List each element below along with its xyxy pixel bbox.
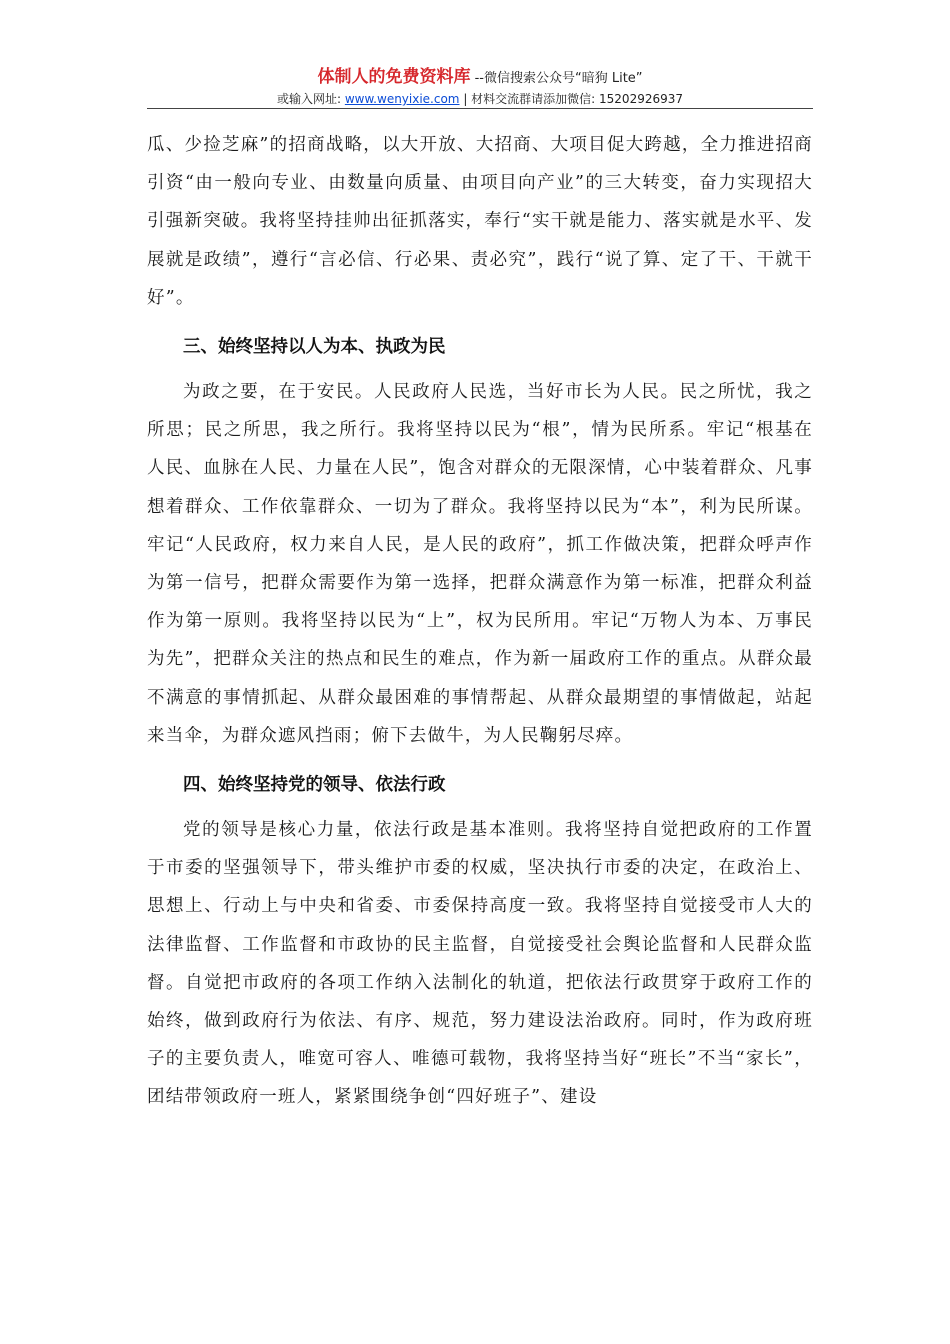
document-body xyxy=(147,126,813,1117)
website-link[interactable]: www.wenyixie.com xyxy=(344,92,460,106)
paragraph-rule-of-law: 党的领导是核心力量，依法行政是基本准则。我将坚持自觉把政府的工作置于市委的坚强领导下，带头维护市委的权威，坚决执行市委的决定，在政治上、思想上、行动上与中央和省委、市委保持高度一致。我将坚持自觉接受市人大的法律监督、工作监督和市政协的民主监督，自觉接受社会舆论监督和人民群众监督。自觉把市政府的各项工作纳入法制化的轨道，把依法行政贯穿于政府工作的始终，做到政府行为依法、有序、规范，努力建设法治政府。同时，作为政府班子的主要负责人，唯宽可容人、唯德可载物，我将坚持当好“班长”不当“家长”，团结带领政府一班人，紧紧围绕争创“四好班子”、建设 xyxy=(147,820,813,1108)
page-header xyxy=(147,66,813,108)
paragraph-people-first: 为政之要，在于安民。人民政府人民选，当好市长为人民。民之所忧，我之所思；民之所思，我之所行。我将坚持以民为“根”，情为民所系。牢记“根基在人民、血脉在人民、力量在人民”，饱含对群众的无限深情，心中装着群众、凡事想着群众、工作依靠群众、一切为了群众。我将坚持以民为“本”，利为民所谋。牢记“人民政府，权力来自人民，是人民的政府”，抓工作做决策，把群众呼声作为第一信号，把群众需要作为第一选择，把群众满意作为第一标准，把群众利益作为第一原则。我将坚持以民为“上”，权为民所用。牢记“万物人为本、万事民为先”，把群众关注的热点和民生的难点，作为新一届政府工作的重点。从群众最不满意的事情抓起、从群众最困难的事情帮起、从群众最期望的事情做起，站起来当伞，为群众遮风挡雨；俯下去做牛，为人民鞠躬尽瘁。 xyxy=(147,382,813,746)
header-tagline: --微信搜索公众号“暗狗 Lite” xyxy=(470,71,643,86)
header-divider xyxy=(147,108,813,109)
wechat-contact: | 材料交流群请添加微信: 15202926937 xyxy=(459,92,684,106)
paragraph-continued: 瓜、少捡芝麻”的招商战略，以大开放、大招商、大项目促大跨越，全力推进招商引资“由一般向专业、由数量向质量、由项目向产业”的三大转变，奋力实现招大引强新突破。我将坚持挂帅出征抓落实，奉行“实干就是能力、落实就是水平、发展就是政绩”，遵行“言必信、行必果、责必究”，践行“说了算、定了干、干就干好”。 xyxy=(147,135,813,308)
brand-title: 体制人的免费资料库 xyxy=(317,67,471,87)
url-prefix: 或输入网址: xyxy=(276,92,345,106)
header-contact xyxy=(147,90,813,108)
header-banner xyxy=(147,66,813,90)
section-heading-4: 四、始终坚持党的领导、依法行政 xyxy=(183,775,446,796)
section-heading-3: 三、始终坚持以人为本、执政为民 xyxy=(183,337,446,358)
